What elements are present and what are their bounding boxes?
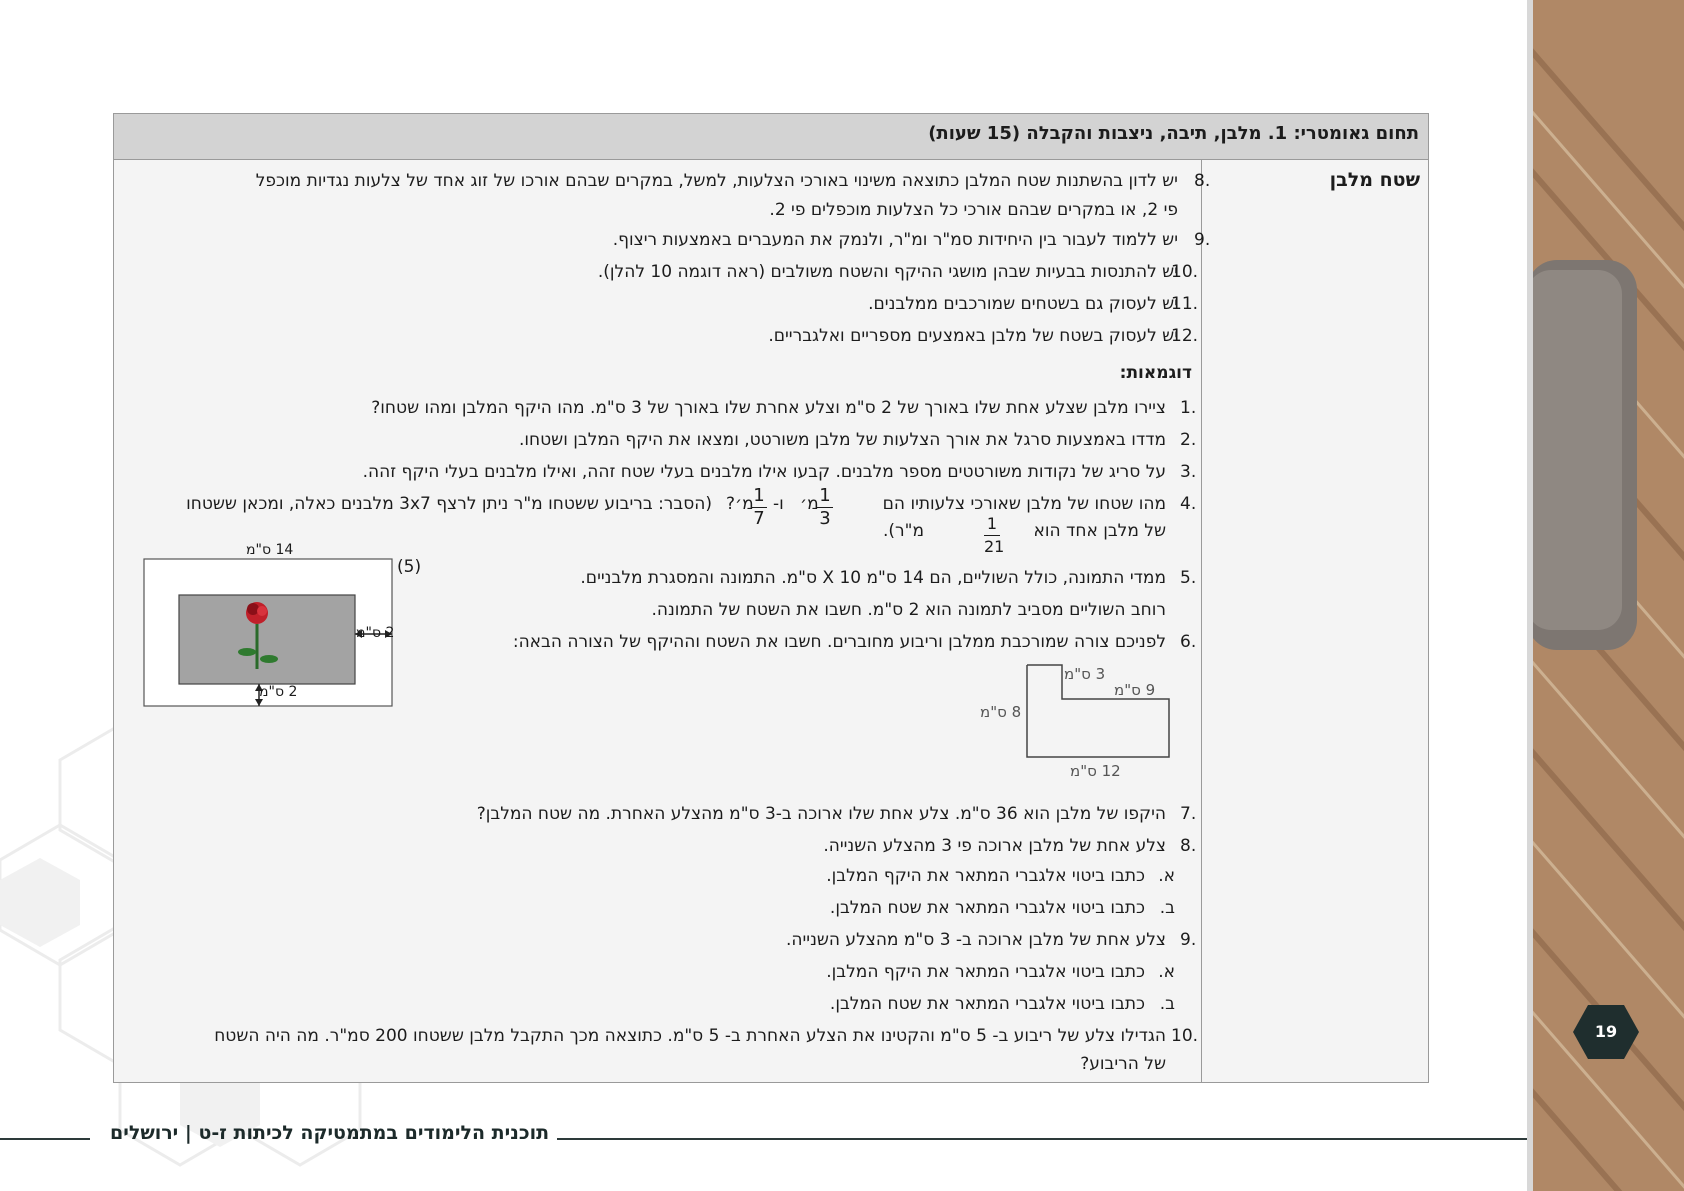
example-text: לפניכם צורה שמורכבת ממלבן וריבוע מחוברים. חשבו את השטח וההיקף של הצורה הבאה: <box>512 632 1166 652</box>
example-number: 6. <box>1180 632 1197 652</box>
example-text: של מלבן אחד הוא <box>1033 521 1166 541</box>
goal-text: יש לעסוק בשטח של מלבן באמצעים מספריים ואלגבריים. <box>768 326 1178 346</box>
example-number: 2. <box>1180 430 1197 450</box>
goal-number: 12. <box>1171 326 1199 346</box>
page-number-badge <box>1571 1003 1641 1061</box>
goal-number: 10. <box>1171 262 1199 282</box>
topic-label: שטח מלבן <box>1329 169 1420 191</box>
fraction-one-third: 1 3 <box>817 487 833 528</box>
example-text: מדדו באמצעות סרגל את אורך הצלעות של מלבן משורטט, ומצאו את היקף המלבן ושטחו. <box>518 430 1166 450</box>
figure-label-right: 2 ס"מ <box>356 625 395 641</box>
figure-label-top: 14 ס"מ <box>246 542 294 558</box>
page-number: 19 <box>1594 1022 1618 1041</box>
footer-title: תוכנית הלימודים במתמטיקה לכיתות ז-ט | ירושלים <box>110 1122 550 1144</box>
footer-rule-right <box>557 1138 1527 1140</box>
goal-number: 11. <box>1171 294 1199 314</box>
example-number: 8. <box>1180 836 1197 856</box>
table-header <box>114 114 1428 160</box>
shape-label: 3 ס"מ <box>1064 665 1106 683</box>
footer-rule-left <box>0 1138 90 1140</box>
shape-label: 9 ס"מ <box>1114 681 1156 699</box>
curriculum-table <box>113 113 1429 1083</box>
example-number: 10. <box>1171 1026 1199 1046</box>
table-title: תחום גאומטרי: 1. מלבן, תיבה, ניצבות והקבלה (15 שעות) <box>928 123 1419 144</box>
example-text: צלע אחת של מלבן ארוכה ב- 3 ס"מ מהצלע השנייה. <box>785 930 1166 950</box>
column-divider <box>1201 159 1202 1082</box>
example-text: היקפו של מלבן הוא 36 ס"מ. צלע אחת שלו ארוכה ב-3 ס"מ מהצלע האחרת. מה שטח המלבן? <box>476 804 1166 824</box>
example-number: 3. <box>1180 462 1197 482</box>
example-number: 9. <box>1180 930 1197 950</box>
example-text: ממדי התמונה, כולל השוליים, הם 14 ס"מ X 10 ס"מ. התמונה והמסגרת מלבניים. <box>580 568 1166 588</box>
goal-text: יש לדון בהשתנות שטח המלבן כתוצאה משינוי באורכי הצלעות, למשל, במקרים שבהם אורכו של זוג אחד של צלעות נגדיות מוכפל <box>255 171 1178 191</box>
examples-heading: דוגמאות: <box>1119 363 1192 383</box>
goal-number: 9. <box>1194 230 1211 250</box>
example-text: צלע אחת של מלבן ארוכה פי 3 מהצלע השנייה. <box>823 836 1166 856</box>
and-label: ו- <box>773 494 784 514</box>
example-text: מ"ר). <box>883 521 924 541</box>
unit-label: מ׳ <box>800 494 819 514</box>
figure-label-tag: (5) <box>397 557 422 577</box>
goal-text: פי 2, או במקרים שבהם אורכי כל הצלעות מוכפלים פי 2. <box>769 200 1178 220</box>
goal-text: יש להתנסות בבעיות שבהן מושגי ההיקף והשטח משולבים (ראה דוגמה 10 להלן). <box>597 262 1178 282</box>
example-number: 4. <box>1180 494 1197 514</box>
unit-label: מ׳? <box>726 494 754 514</box>
goal-number: 8. <box>1194 171 1211 191</box>
example-text: רוחב השוליים מסביב לתמונה הוא 2 ס"מ. חשבו את השטח של התמונה. <box>651 600 1166 620</box>
example-text: ציירו מלבן שצלע אחת שלו באורך של 2 ס"מ וצלע אחרת שלו באורך של 3 ס"מ. מהו היקף המלבן ומהו שטחו? <box>371 398 1166 418</box>
example-number: 1. <box>1180 398 1197 418</box>
example-number: 7. <box>1180 804 1197 824</box>
example-text: כתבו ביטוי אלגברי המתאר את שטח המלבן. <box>829 994 1145 1014</box>
figure-label-bottom: 2 ס"מ <box>259 684 298 700</box>
example-text: כתבו ביטוי אלגברי המתאר את היקף המלבן. <box>826 866 1145 886</box>
example-number: 5. <box>1180 568 1197 588</box>
shape-label: 12 ס"מ <box>1070 762 1121 780</box>
fraction-one-seventh: 1 7 <box>751 487 767 528</box>
sub-label: ב. <box>1159 898 1175 918</box>
shape-label: 8 ס"מ <box>980 703 1022 721</box>
example-text: הגדילו צלע של ריבוע ב- 5 ס"מ והקטינו את הצלע האחרת ב- 5 ס"מ. כתוצאה מכך התקבל מלבן ששטחו 200 סמ"ר. מה היה השטח <box>214 1026 1166 1046</box>
example-text: על סריג של נקודות משורטטים מספר מלבנים. קבעו אילו מלבנים בעלי שטח זהה, ואילו מלבנים בעלי היקף זהה. <box>362 462 1166 482</box>
sub-label: ב. <box>1159 994 1175 1014</box>
example-text: כתבו ביטוי אלגברי המתאר את היקף המלבן. <box>826 962 1145 982</box>
example-text: של הריבוע? <box>1080 1054 1166 1074</box>
sub-label: א. <box>1158 866 1175 886</box>
goal-text: יש ללמוד לעבור בין היחידות סמ"ר ומ"ר, ולנמק את המעברים באמצעות ריצוף. <box>612 230 1178 250</box>
example-text: (הסבר: בריבוע ששטחו מ"ר ניתן לרצף 3x7 מלבנים כאלה, ומכאן ששטחו <box>186 494 712 514</box>
example-text: מהו שטחו של מלבן שאורכי צלעותיו הם <box>882 494 1166 514</box>
example-text: כתבו ביטוי אלגברי המתאר את שטח המלבן. <box>829 898 1145 918</box>
sub-label: א. <box>1158 962 1175 982</box>
fraction-one-twenty-first: 1 21 <box>984 514 1005 556</box>
goal-text: יש לעסוק גם בשטחים שמורכבים ממלבנים. <box>868 294 1178 314</box>
